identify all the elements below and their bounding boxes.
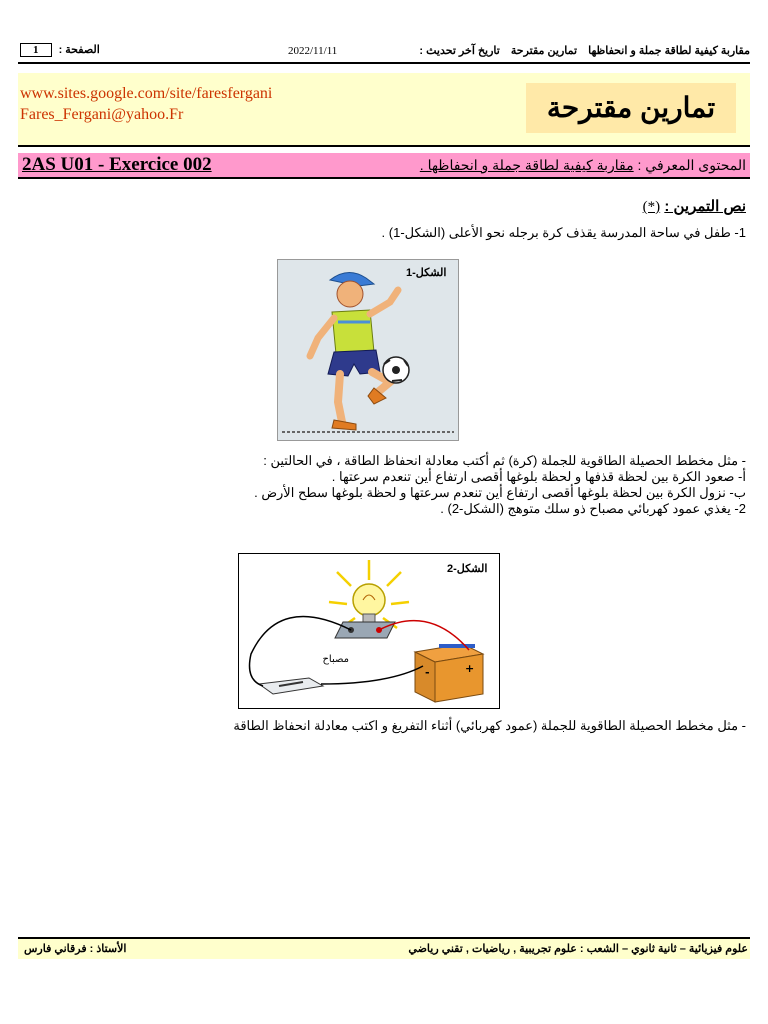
difficulty-star: (*)	[642, 199, 661, 215]
footer-subject: علوم فيزيائية – ثانية ثانوي – الشعب : علوم تجريبية , رياضيات , تقني رياضي	[408, 943, 748, 955]
content-label-value: مقاربة كيفية لطاقة جملة و انحفاظها .	[419, 157, 634, 173]
header-update-label: تاريخ آخر تحديث :	[419, 45, 500, 57]
figure-1	[277, 259, 459, 441]
figure-2-label: الشكل-2	[447, 563, 488, 575]
boy-kicking-ball-illustration	[278, 260, 458, 440]
question-1-task: - مثل مخطط الحصيلة الطاقوية للجملة (كرة) ثم أكتب معادلة انحفاظ الطاقة ، في الحالتين :	[263, 453, 746, 468]
lamp-label: مصباح	[322, 654, 349, 665]
page-label: الصفحة :	[58, 44, 100, 56]
minus-terminal-icon: -	[425, 666, 430, 679]
header-section: تمارين مقترحة	[510, 45, 578, 57]
lamp-battery-circuit-diagram	[239, 554, 499, 708]
content-label	[420, 157, 746, 174]
question-2: 2- يغذي عمود كهربائي مصباح ذو سلك متوهج (الشكل-2) .	[440, 501, 746, 516]
banner	[18, 73, 750, 147]
figure-2	[238, 553, 500, 709]
page-title: تمارين مقترحة	[526, 83, 736, 133]
exercise-heading	[643, 197, 746, 216]
exercise-code: 2AS U01 - Exercice 002	[22, 154, 212, 175]
header-topic-line	[411, 44, 750, 57]
heading-text: نص التمرين :	[664, 198, 746, 215]
question-1-a: أ- صعود الكرة بين لحظة قذفها و لحظة بلوغها أقصى ارتفاع أين تنعدم سرعتها .	[331, 469, 746, 484]
footer	[18, 937, 750, 959]
email-link[interactable]: Fares_Fergani@yahoo.Fr	[20, 106, 184, 123]
top-header	[18, 42, 750, 64]
header-page	[20, 43, 100, 57]
page-number: 1	[20, 43, 52, 57]
plus-terminal-icon: +	[465, 662, 475, 675]
question-2-task: - مثل مخطط الحصيلة الطاقوية للجملة (عمود كهربائي) أثناء التفريغ و اكتب معادلة انحفاظ الطاقة	[233, 718, 746, 733]
question-1-b: ب- نزول الكرة بين لحظة بلوغها أقصى ارتفاع أين تنعدم سرعتها و لحظة بلوغها سطح الأرض .	[254, 485, 746, 500]
header-update-date: 2022/11/11	[288, 45, 338, 57]
exercise-row	[18, 153, 750, 179]
content-label-key: المحتوى المعرفي :	[637, 157, 746, 173]
website-link[interactable]: www.sites.google.com/site/faresfergani	[20, 85, 273, 102]
header-topic: مقاربة كيفية لطاقة جملة و انحفاظها	[588, 45, 750, 57]
question-1: 1- طفل في ساحة المدرسة يقذف كرة برجله نحو الأعلى (الشكل-1) .	[381, 225, 746, 240]
footer-teacher: الأستاذ : فرقاني فارس	[24, 943, 127, 955]
author-links	[20, 83, 272, 125]
figure-1-label: الشكل-1	[406, 267, 447, 279]
